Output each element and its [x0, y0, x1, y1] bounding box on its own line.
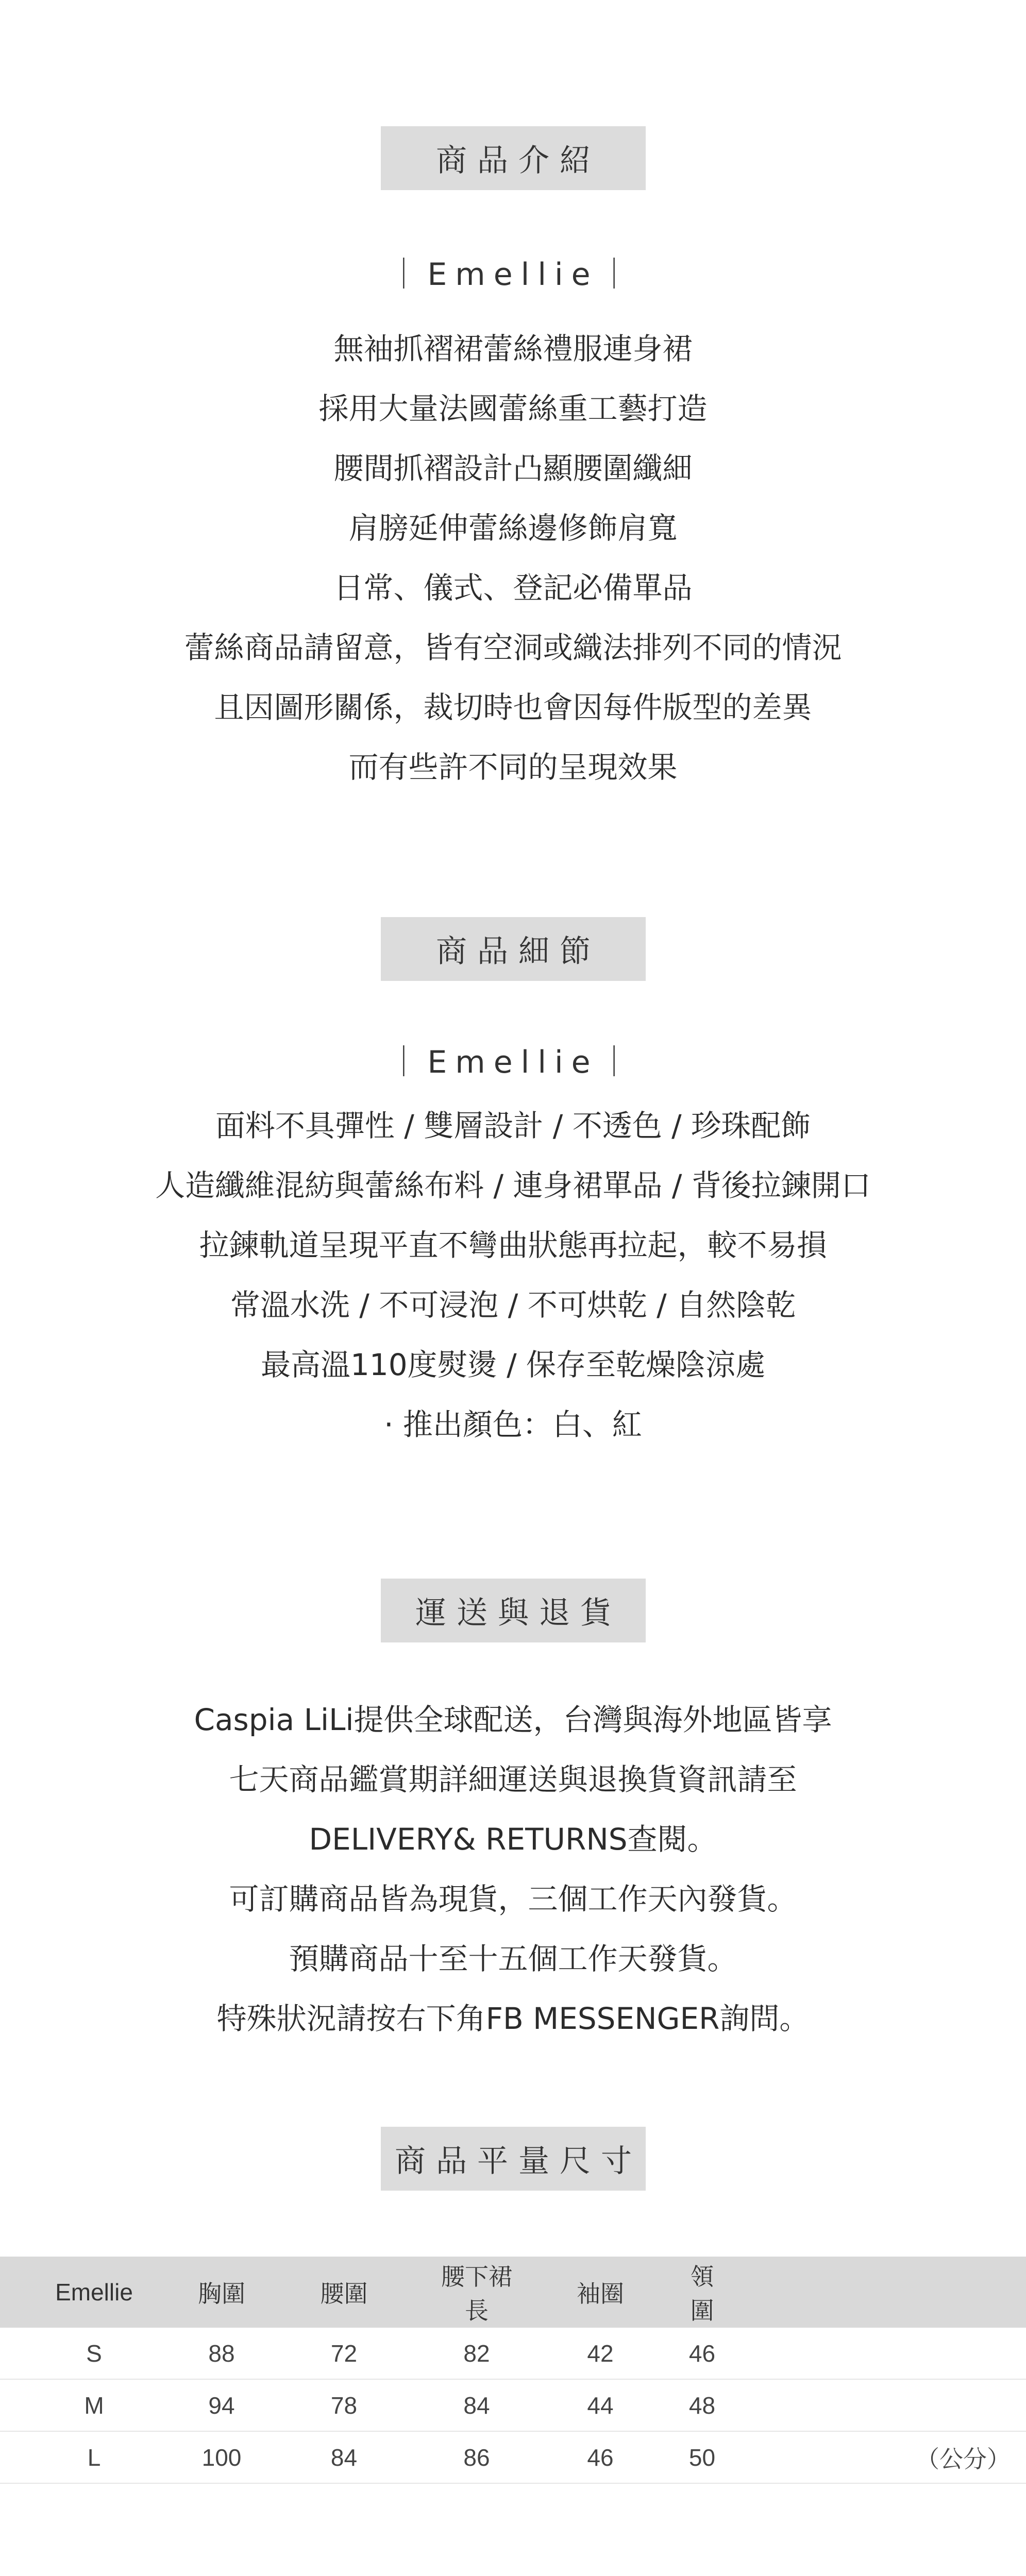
shipping-line: Caspia LiLi提供全球配送，台灣與海外地區皆享	[194, 1702, 832, 1737]
waist-value: 72	[255, 2328, 433, 2379]
shipping-line: 可訂購商品皆為現貨，三個工作天內發貨。	[229, 1882, 797, 1917]
column-header-unit	[724, 2257, 1026, 2328]
column-header-chest: 胸圍	[188, 2257, 255, 2328]
intro-line: 且因圖形關係，裁切時也會因每件版型的差異	[214, 690, 812, 725]
details-line: 常溫水洗 / 不可浸泡 / 不可烘乾 / 自然陰乾	[230, 1287, 796, 1323]
shipping-line: 七天商品鑑賞期詳細運送與退換貨資訊請至	[229, 1762, 797, 1797]
armhole-value: 44	[520, 2379, 680, 2431]
intro-line: 採用大量法國蕾絲重工藝打造	[318, 391, 708, 426]
intro-line: 肩膀延伸蕾絲邊修飾肩寬	[348, 511, 678, 546]
sizes-heading: 商品平量尺寸	[381, 2127, 646, 2191]
chest-value: 94	[188, 2379, 255, 2431]
unit-cell	[724, 2328, 1026, 2379]
shipping-description	[0, 1690, 1026, 2048]
intro-description	[0, 319, 1026, 797]
column-header-armhole: 袖圈	[520, 2257, 680, 2328]
intro-brand: ｜Emellie｜	[388, 257, 638, 293]
size-label: L	[0, 2431, 188, 2483]
details-line: 面料不具彈性 / 雙層設計 / 不透色 / 珍珠配飾	[215, 1108, 811, 1143]
shipping-line: 特殊狀況請按右下角FB MESSENGER詢問。	[216, 2001, 810, 2036]
details-line: 最高溫110度熨燙 / 保存至乾燥陰涼處	[260, 1347, 766, 1382]
column-header-skirt-length: 腰下裙長	[433, 2257, 520, 2328]
details-line: · 推出顏色：白、紅	[384, 1407, 642, 1442]
column-header-neck: 領圍	[680, 2257, 724, 2328]
column-header-model: Emellie	[0, 2257, 188, 2328]
waist-value: 84	[255, 2431, 433, 2483]
table-row	[0, 2431, 1026, 2483]
size-label: S	[0, 2328, 188, 2379]
skirt-length-value: 84	[433, 2379, 520, 2431]
intro-line: 而有些許不同的呈現效果	[348, 750, 678, 785]
waist-value: 78	[255, 2379, 433, 2431]
table-row	[0, 2328, 1026, 2379]
details-description	[0, 1096, 1026, 1454]
details-line: 拉鍊軌道呈現平直不彎曲狀態再拉起，較不易損	[199, 1228, 827, 1263]
details-heading: 商品細節	[381, 917, 646, 981]
column-header-waist: 腰圍	[255, 2257, 433, 2328]
armhole-value: 42	[520, 2328, 680, 2379]
intro-heading: 商品介紹	[381, 126, 646, 190]
details-line: 人造纖維混紡與蕾絲布料 / 連身裙單品 / 背後拉鍊開口	[155, 1168, 871, 1203]
unit-cell	[724, 2379, 1026, 2431]
neck-value: 46	[680, 2328, 724, 2379]
size-table-header-row	[0, 2257, 1026, 2328]
intro-line: 腰間抓褶設計凸顯腰圍纖細	[333, 451, 693, 486]
intro-line: 無袖抓褶裙蕾絲禮服連身裙	[333, 331, 693, 366]
shipping-line: DELIVERY& RETURNS查閱。	[309, 1822, 717, 1857]
intro-line: 日常、儀式、登記必備單品	[333, 570, 693, 605]
chest-value: 100	[188, 2431, 255, 2483]
neck-value: 48	[680, 2379, 724, 2431]
skirt-length-value: 86	[433, 2431, 520, 2483]
size-label: M	[0, 2379, 188, 2431]
chest-value: 88	[188, 2328, 255, 2379]
table-row	[0, 2379, 1026, 2431]
shipping-heading: 運送與退貨	[381, 1579, 646, 1642]
intro-line: 蕾絲商品請留意，皆有空洞或織法排列不同的情況	[184, 630, 842, 665]
armhole-value: 46	[520, 2431, 680, 2483]
shipping-line: 預購商品十至十五個工作天發貨。	[289, 1941, 737, 1976]
unit-label: （公分）	[724, 2431, 1026, 2483]
neck-value: 50	[680, 2431, 724, 2483]
skirt-length-value: 82	[433, 2328, 520, 2379]
details-brand: ｜Emellie｜	[388, 1044, 638, 1080]
size-chart-table	[0, 2257, 1026, 2484]
